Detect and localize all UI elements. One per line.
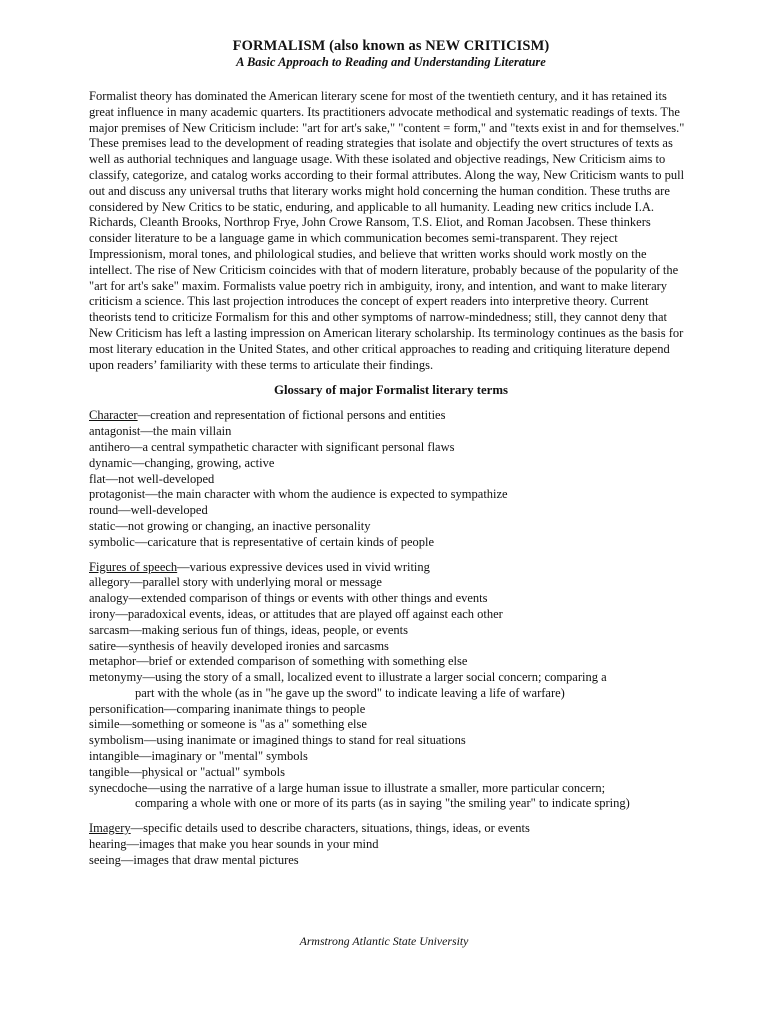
document-title: FORMALISM (also known as NEW CRITICISM) [232, 38, 550, 54]
glossary-term: symbolic—caricature that is representative of certain kinds of people [89, 534, 435, 549]
glossary-term-continuation: part with the whole (as in "he gave up the sword" to indicate leaving a life of warfare) [135, 685, 565, 700]
glossary-term: metaphor—brief or extended comparison of something with something else [89, 654, 468, 669]
glossary-term: metonymy—using the story of a small, localized event to illustrate a larger social concern; comparing a [89, 670, 607, 685]
glossary-term-continuation: comparing a whole with one or more of its parts (as in saying "the smiling year" to indicate spring) [135, 796, 630, 811]
glossary-term: intangible—imaginary or "mental" symbols [89, 749, 308, 764]
glossary-category-definition: —various expressive devices used in vivid writing [177, 559, 430, 574]
document-subtitle: A Basic Approach to Reading and Understanding Literature [236, 55, 546, 69]
glossary-term: hearing—images that make you hear sounds in your mind [89, 837, 379, 852]
glossary-term: sarcasm—making serious fun of things, ideas, people, or events [89, 622, 409, 637]
document-page [89, 38, 693, 869]
glossary-heading: Glossary of major Formalist literary terms [274, 383, 508, 398]
glossary-term: seeing—images that draw mental pictures [89, 852, 299, 867]
glossary-term: antagonist—the main villain [89, 424, 232, 439]
glossary-term: analogy—extended comparison of things or events with other things and events [89, 591, 488, 606]
glossary-section [89, 560, 693, 813]
glossary-section [89, 821, 693, 868]
glossary-category-line [89, 560, 693, 576]
glossary-term: protagonist—the main character with whom the audience is expected to sympathize [89, 487, 508, 502]
glossary-category-line [89, 408, 693, 424]
glossary-section [89, 408, 693, 550]
glossary-term: synecdoche—using the narrative of a large human issue to illustrate a smaller, more particular concern; [89, 780, 606, 795]
glossary [89, 408, 693, 868]
glossary-category: Character [89, 408, 138, 423]
glossary-term: irony—paradoxical events, ideas, or attitudes that are played off against each other [89, 606, 503, 621]
glossary-category-line [89, 821, 693, 837]
glossary-term: symbolism—using inanimate or imagined things to stand for real situations [89, 733, 466, 748]
glossary-category: Imagery [89, 821, 131, 836]
footer-institution: Armstrong Atlantic State University [299, 934, 469, 948]
glossary-term: static—not growing or changing, an inactive personality [89, 518, 371, 533]
glossary-term: allegory—parallel story with underlying moral or message [89, 575, 382, 590]
glossary-term: round—well-developed [89, 503, 208, 518]
glossary-term: antihero—a central sympathetic character with significant personal flaws [89, 439, 455, 454]
glossary-term: tangible—physical or "actual" symbols [89, 764, 285, 779]
intro-paragraph: Formalist theory has dominated the American literary scene for most of the twentieth century, and it has retained its great influence in many academic quarters. Its practitioners advocate methodical and systematic readings of texts. The major premises of New Criticism include: "art for art's sake," "content = form," and "texts exist in and for themselves." These premises lead to the development of reading strategies that isolate and objectify the overt structures of texts as well as authorial techniques and language usage. With these isolated and objective readings, New Criticism aims to classify, categorize, and catalog works according to their formal attributes. Along the way, New Criticism wants to pull out and discuss any universal truths that literary works might hold concerning the human condition. These truths are considered by New Critics to be static, enduring, and applicable to all humanity. Leading new critics include I.A. Richards, Cleanth Brooks, Northrop Frye, John Crowe Ransom, T.S. Eliot, and Roman Jacobsen. These thinkers consider literature to be a language game in which communication becomes semi-transparent. They reject Impressionism, moral tones, and philological studies, and believe that written works should work mostly on the intellect. The rise of New Criticism coincides with that of modern literature, probably because of the popularity of the "art for art's sake" maxim. Formalists value poetry rich in ambiguity, irony, and intention, and want to make literary criticism a science. This last projection introduces the concept of expert readers into interpretive theory. Current theorists tend to criticize Formalism for this and other symptoms of narrow-mindedness; still, they cannot deny that New Criticism has left a lasting impression on American literary scholarship. Its terminology continues as the basis for most literary education in the United States, and other critical approaches to reading and critiquing literature depend upon readers’ familiarity with these terms to articulate their findings. [89, 89, 685, 372]
glossary-term: satire—synthesis of heavily developed ironies and sarcasms [89, 638, 389, 653]
glossary-term: flat—not well-developed [89, 471, 215, 486]
glossary-term: personification—comparing inanimate things to people [89, 701, 366, 716]
glossary-category: Figures of speech [89, 559, 178, 574]
glossary-category-definition: —specific details used to describe characters, situations, things, ideas, or events [130, 821, 530, 836]
glossary-category-definition: —creation and representation of fictional persons and entities [137, 408, 446, 423]
glossary-term: dynamic—changing, growing, active [89, 455, 275, 470]
glossary-term: simile—something or someone is "as a" something else [89, 717, 367, 732]
